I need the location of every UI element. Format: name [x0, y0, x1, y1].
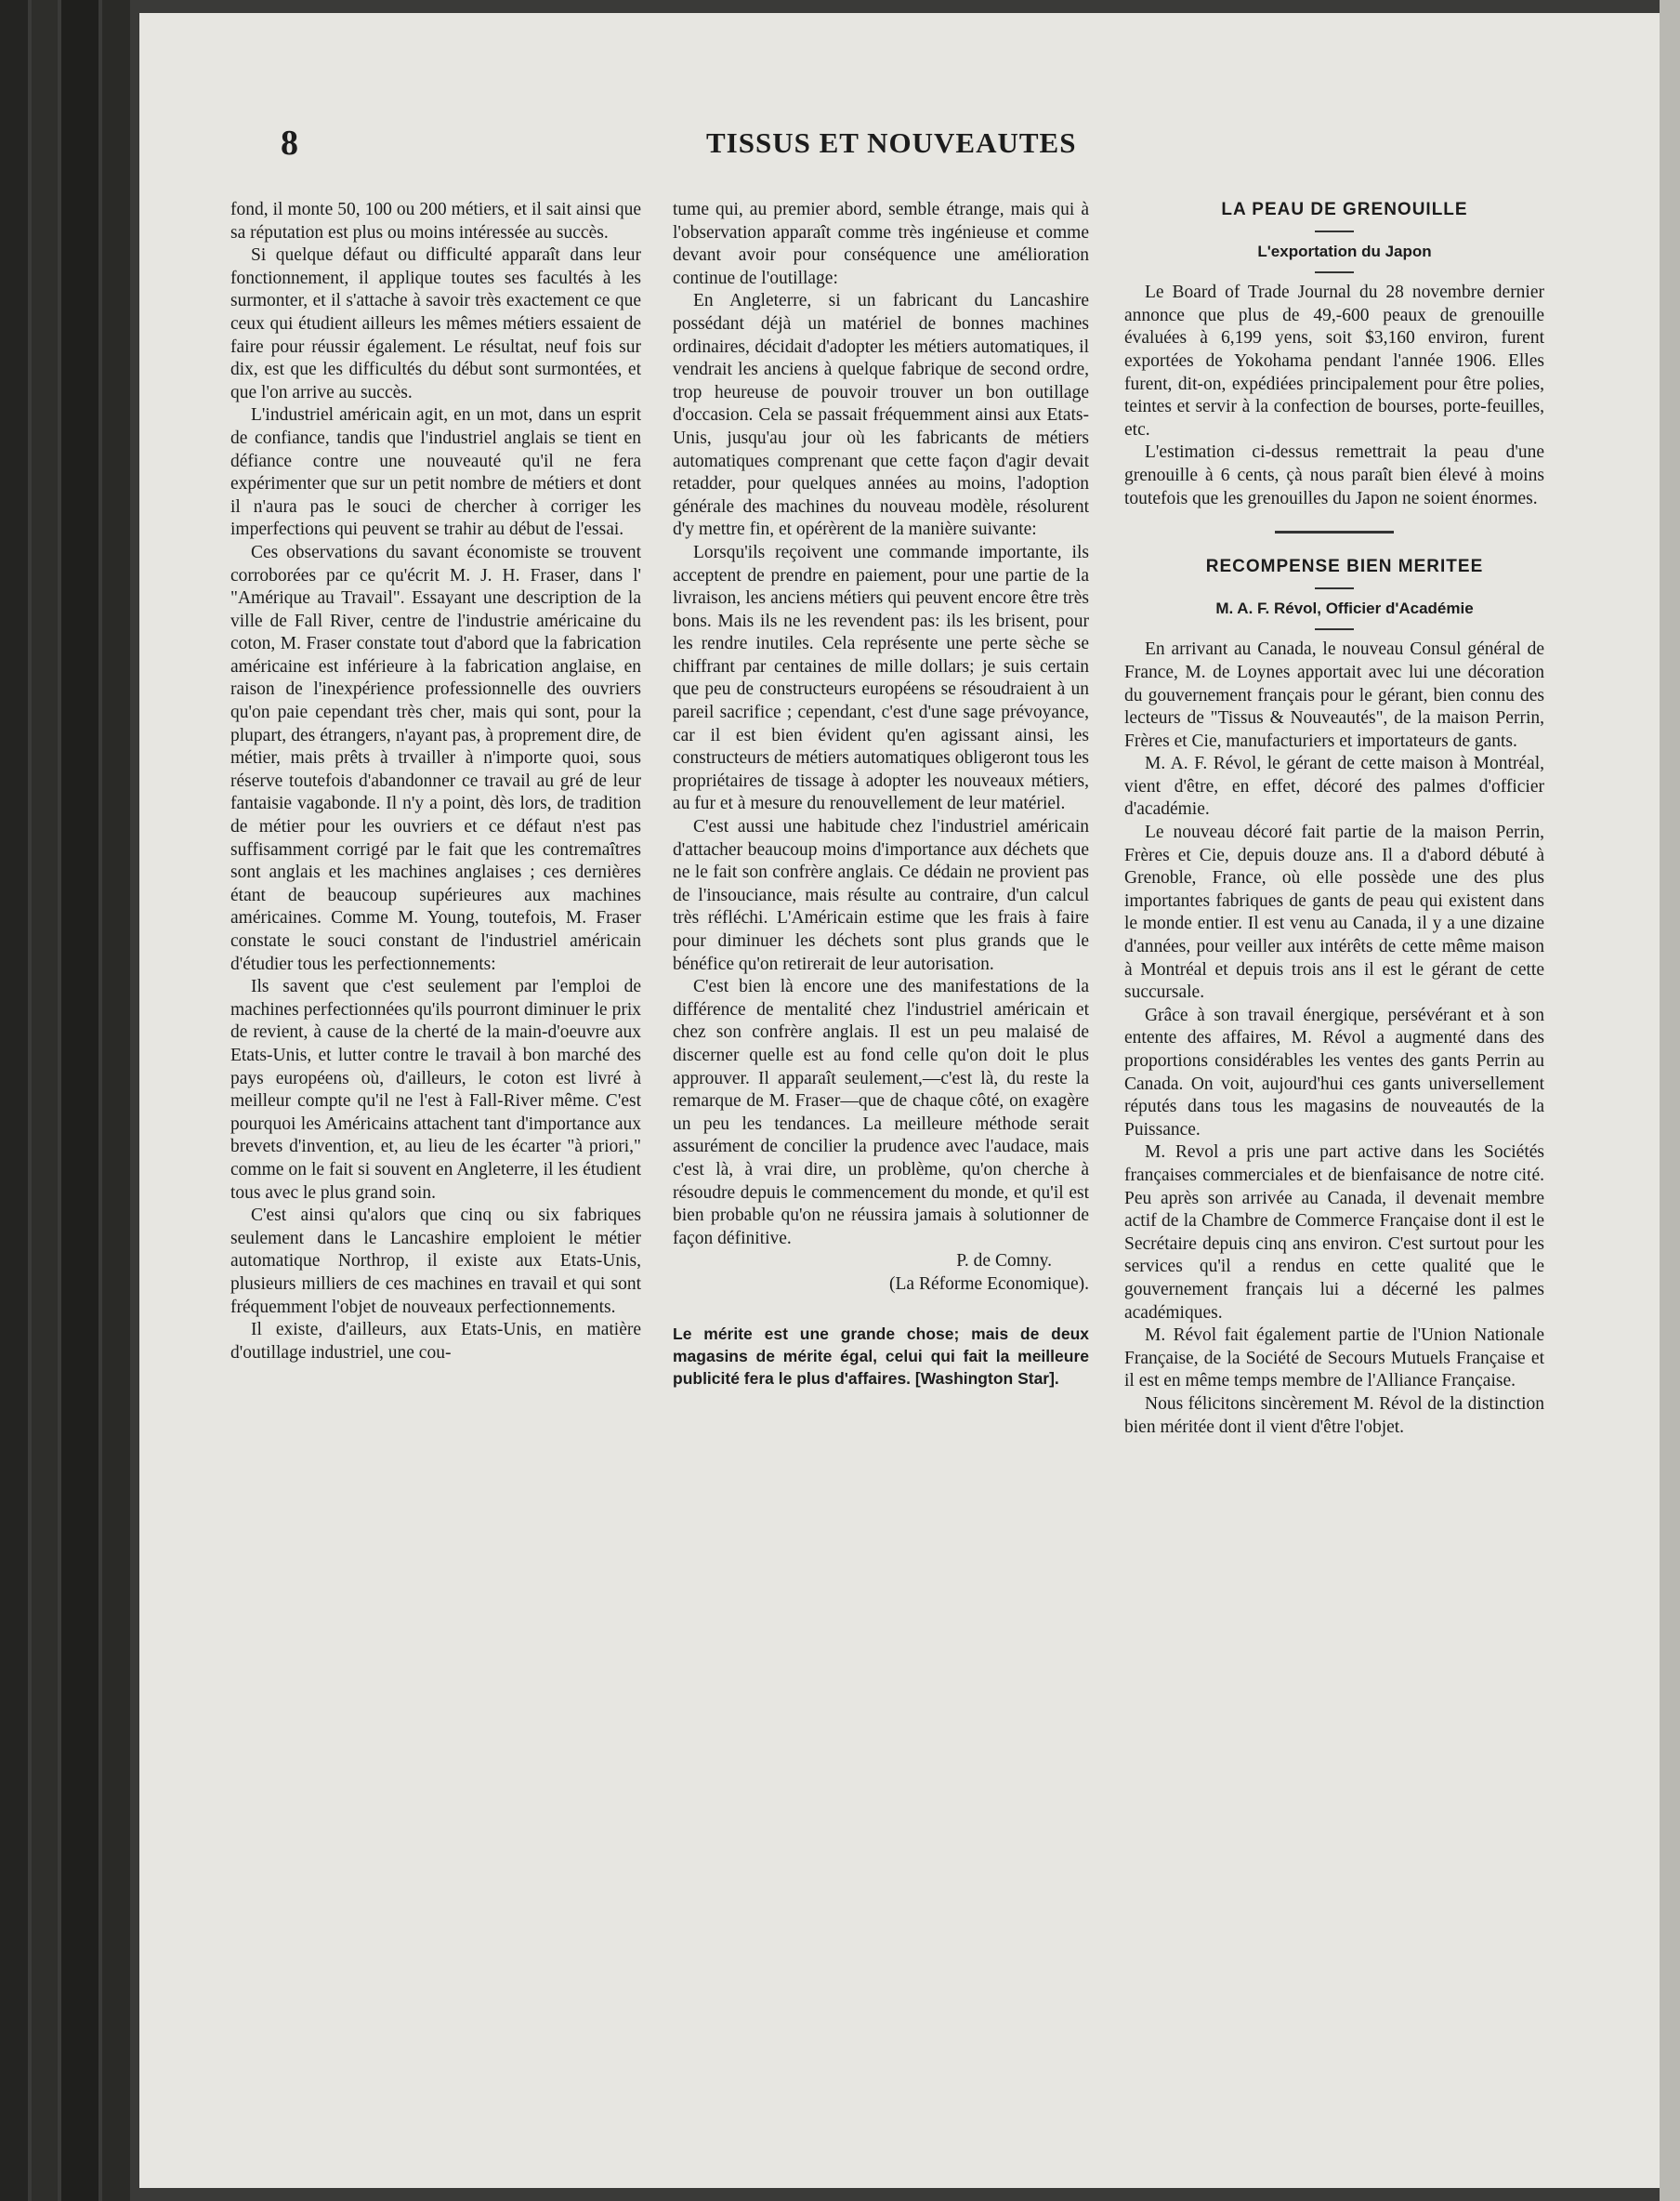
column-right	[1124, 199, 1544, 1439]
paragraph: Nous félicitons sincèrement M. Révol de la distinction bien méritée dont il vient d'être l'objet.	[1124, 1393, 1544, 1437]
paragraph: Ces observations du savant économiste se trouvent corroborées par ce qu'écrit M. J. H. Fraser, dans l' "Amérique au Travail". Essayant une description de la ville de Fall River, centre de l'industrie américaine du coton, M. Fraser constate tout d'abord que la fabrication américaine est inférieure à la fabrication anglaise, en raison de l'inexpérience professionnelle des ouvriers qu'on paie cependant très cher, mais qui sont, pour la plupart, des étrangers, n'ayant pas, à proprement dire, de métier, mais prêts à trvailler à n'importe quoi, sous réserve toutefois d'abandonner ce travail au gré de leur fantaisie vagabonde. Il n'y a point, dès lors, de tradition de métier pour les ouvriers et ce défaut n'est pas suffisamment corrigé par le fait que les contremaîtres sont anglais et les machines anglaises ; ces dernières étant de beaucoup supérieures aux machines américaines. Comme M. Young, toutefois, M. Fraser constate le souci constant de l'industriel américain d'étudier tous les perfectionnements:	[230, 542, 641, 974]
paragraph: Grâce à son travail énergique, persévérant et à son entente des affaires, M. Révol a augmenté dans des proportions considérables les ventes des gants Perrin au Canada. On voit, aujourd'hui ces gants universellement réputés dans tous les magasins de nouveautés de la Puissance.	[1124, 1005, 1544, 1140]
page-right-edge	[1660, 0, 1680, 2201]
column-middle	[673, 199, 1089, 1390]
divider	[1315, 231, 1354, 232]
paragraph: M. Revol a pris une part active dans les Sociétés françaises commerciales et de bienfaisance de notre cité. Peu après son arrivée au Canada, il devenait membre actif de la Chambre de Commerce Française dont il est le Secrétaire depuis cinq ans environ. C'est surtout pour les services qu'il a rendus en cette qualité que le gouvernement français lui a décerné les palmes académiques.	[1124, 1142, 1544, 1323]
paragraph: Il existe, d'ailleurs, aux Etats-Unis, en matière d'outillage industriel, une cou-	[230, 1320, 641, 1363]
paragraph: M. Révol fait également partie de l'Union Nationale Française, de la Société de Secours Mutuels Française et il est en même temps membre de l'Alliance Française.	[1124, 1325, 1544, 1391]
column-left	[230, 199, 641, 1364]
running-head: TISSUS ET NOUVEAUTES	[706, 126, 1077, 159]
paragraph: L'industriel américain agit, en un mot, dans un esprit de confiance, tandis que l'industriel anglais se tient en défiance contre une nouveauté qu'il ne fera expérimenter que sur un petit nombre de métiers et dont il n'aura pas le souci de chercher à corriger les imperfections qui peuvent se trahir au début de l'essai.	[230, 405, 641, 540]
divider	[1315, 271, 1354, 273]
paragraph: C'est ainsi qu'alors que cinq ou six fabriques seulement dans le Lancashire emploient le métier automatique Northrop, il existe aux Etats-Unis, plusieurs milliers de ces machines en travail et qui sont fréquemment l'objet de nouveaux perfectionnements.	[230, 1206, 641, 1317]
paragraph: Si quelque défaut ou difficulté apparaît dans leur fonctionnement, il applique toutes ses facultés à les surmonter, et il s'attache à savoir très exactement ce que ceux qui étudient ailleurs les mêmes métiers essaient de faire pour réussir également. Le résultat, neuf fois sur dix, est que les difficultés du début sont surmontées, et que l'on arrive au succès.	[230, 245, 641, 402]
notice-quote: Le mérite est une grande chose; mais de deux magasins de mérite égal, celui qui fait la meilleure publicité fera le plus d'affaires. [Washington Star].	[673, 1324, 1089, 1388]
signature-name	[673, 1250, 1089, 1273]
section-title-recompense: RECOMPENSE BIEN MERITEE	[1205, 557, 1484, 577]
section-subtitle-japon: L'exportation du Japon	[1257, 242, 1432, 260]
scanned-page	[139, 13, 1660, 2188]
signature-source: (La Réforme Economique).	[889, 1273, 1089, 1294]
paragraph: tume qui, au premier abord, semble étrange, mais qui à l'observation apparaît comme très ingénieuse et comme devant avoir pour conséquence une amélioration continue de l'outillage:	[673, 200, 1089, 288]
book-edge	[0, 0, 28, 2201]
paragraph: Le Board of Trade Journal du 28 novembre dernier annonce que plus de 49,-600 peaux de grenouille évaluées à 6,199 yens, soit $3,160 environ, furent exportées de Yokohama pendant l'année 1906. Elles furent, dit-on, expédiées principalement pour être polies, teintes et servir à la confection de bourses, porte-feuilles, etc.	[1124, 283, 1544, 440]
paragraph: L'estimation ci-dessus remettrait la peau d'une grenouille à 6 cents, çà nous paraît bien élevé à moins toutefois que les grenouilles du Japon ne soient énormes.	[1124, 442, 1544, 508]
paragraph: C'est aussi une habitude chez l'industriel américain d'attacher beaucoup moins d'importance aux déchets que ne le fait son confrère anglais. Ce dédain ne provient pas de l'insouciance, mais résulte au contraire, d'un calcul très réfléchi. L'Américain estime que les frais à faire pour diminuer les déchets sont plus grands que le bénéfice qu'on retirerait de leur autorisation.	[673, 817, 1089, 974]
paragraph: Lorsqu'ils reçoivent une commande importante, ils acceptent de prendre en paiement, pour une partie de la livraison, les anciens métiers qui peuvent encore être très bons. Mais ils ne les revendent pas: ils les brisent, pour les rendre inutiles. Cela représente une perte sèche se chiffrant par centaines de mille dollars; je suis certain que peu de constructeurs européens se résoudraient à un pareil sacrifice ; cependant, c'est d'une sage prévoyance, car il est bien évident qu'en agissant ainsi, les constructeurs de métiers automatiques obligeront tous les propriétaires de tissage à adopter les nouveaux métiers, au fur et à mesure du renouvellement de leur matériel.	[673, 542, 1089, 814]
book-edge	[32, 0, 58, 2201]
page-number: 8	[281, 124, 298, 163]
book-edge	[61, 0, 98, 2201]
divider	[1315, 587, 1354, 589]
paragraph: C'est bien là encore une des manifestations de la différence de mentalité chez l'industriel américain et chez son confrère anglais. Il est un peu malaisé de discerner quelle est au fond celle qu'on doit le plus approuver. Il apparaît seulement,—c'est là, du reste la remarque de M. Fraser—que de chaque côté, on exagère un peu les tendances. La meilleure méthode serait assurément de concilier la prudence avec l'audace, mais c'est là, à vrai dire, un problème, qu'on cherche à résoudre depuis le commencement du monde, et qu'il est bien probable qu'on ne réussira jamais à solutionner de façon définitive.	[673, 977, 1089, 1248]
section-subtitle-revol: M. A. F. Révol, Officier d'Académie	[1215, 599, 1474, 617]
paragraph: fond, il monte 50, 100 ou 200 métiers, et il sait ainsi que sa réputation est plus ou moins intéressée au succès.	[230, 200, 641, 243]
signature-name-text: P. de Comny.	[956, 1251, 1052, 1272]
paragraph: En arrivant au Canada, le nouveau Consul général de France, M. de Loynes apportait avec lui une décoration du gouvernement français pour le gérant, bien connu des lecteurs de "Tissus & Nouveautés", de la maison Perrin, Frères et Cie, manufacturiers et importateurs de gants.	[1124, 639, 1544, 751]
paragraph: En Angleterre, si un fabricant du Lancashire possédant déjà un matériel de bonnes machines ordinaires, décidait d'adopter les métiers automatiques, il vendrait les anciens à quelque fabrique de second ordre, trop heureuse de pouvoir trouver un bon outillage d'occasion. Cela se passait fréquemment ainsi aux Etats-Unis, jusqu'au jour où les fabricants de métiers automatiques comprenant que cette façon d'agir devait retadder, pour quelques années au moins, l'adoption générale des machines du nouveau modèle, résolurent d'y mettre fin, et opérèrent de la manière suivante:	[673, 291, 1089, 540]
paragraph: M. A. F. Révol, le gérant de cette maison à Montréal, vient d'être, en effet, décoré des palmes d'officier d'académie.	[1124, 754, 1544, 820]
divider	[1315, 628, 1354, 630]
book-edge	[102, 0, 130, 2201]
paragraph: Le nouveau décoré fait partie de la maison Perrin, Frères et Cie, depuis douze ans. Il a d'abord débuté à Grenoble, France, où elle possède une des plus importantes fabriques de gants de peau qui existent dans le monde entier. Il est venu au Canada, il y a une dizaine d'années, pour veiller aux intérêts de cette même maison à Montréal et depuis trois ans il est le gérant de cette succursale.	[1124, 823, 1544, 1003]
section-title-grenouille: LA PEAU DE GRENOUILLE	[1221, 200, 1468, 219]
section-divider	[1275, 531, 1394, 534]
paragraph: Ils savent que c'est seulement par l'emploi de machines perfectionnées qu'ils pourront diminuer le prix de revient, à cause de la cherté de la main-d'oeuvre aux Etats-Unis, et lutter contre le travail à bon marché des pays européens où, d'ailleurs, le coton est livré à meilleur compte qu'il ne l'est à Fall-River même. C'est pourquoi les Américains attachent tant d'importance aux brevets d'invention, et, au lieu de les écarter "à priori," comme on le fait si souvent en Angleterre, il les étudient tous avec le plus grand soin.	[230, 977, 641, 1203]
